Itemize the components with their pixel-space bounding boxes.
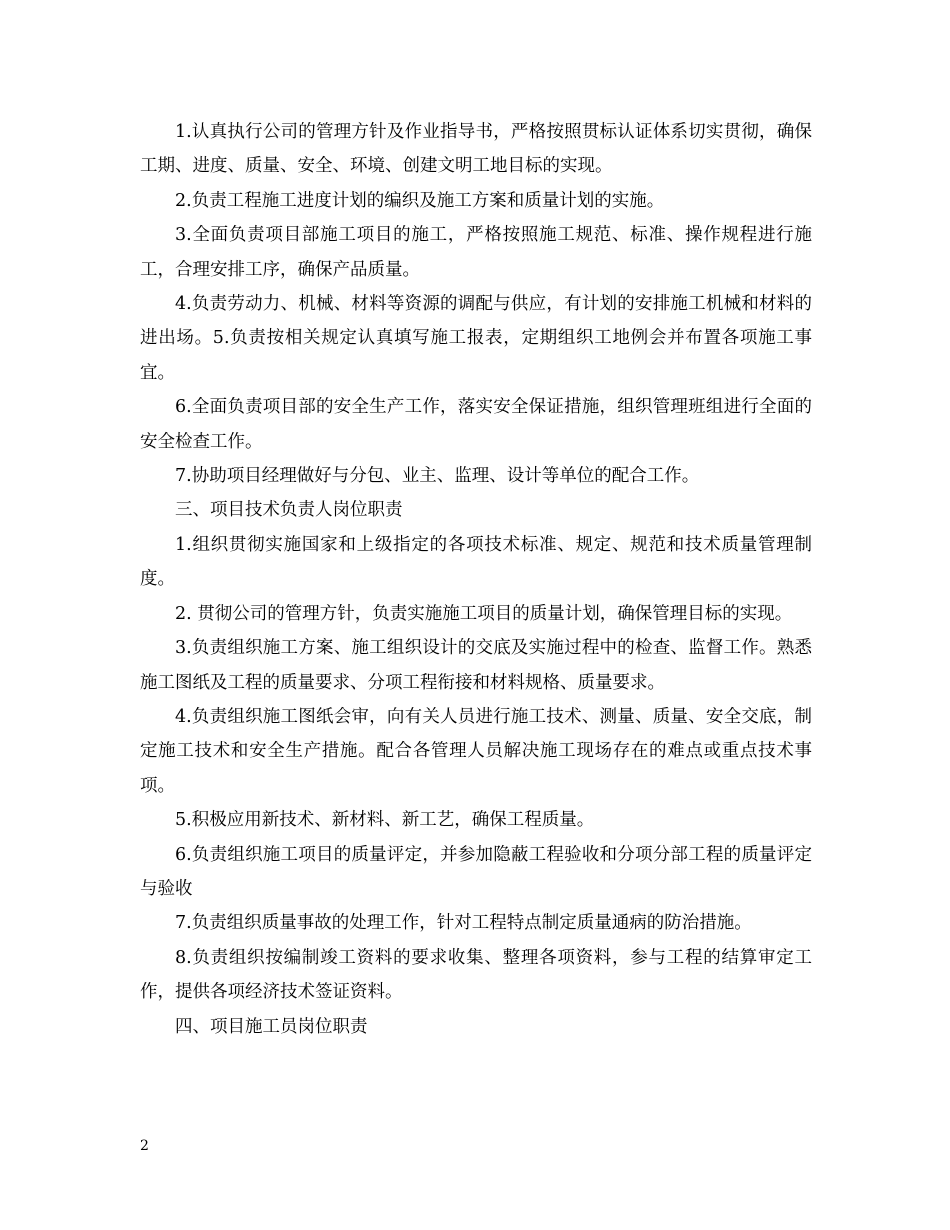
paragraph: 4.负责组织施工图纸会审，向有关人员进行施工技术、测量、质量、安全交底，制定施工技术和安全生产措施。配合各管理人员解决施工现场存在的难点或重点技术事项。 bbox=[140, 706, 812, 796]
paragraph: 2.负责工程施工进度计划的编织及施工方案和质量计划的实施。 bbox=[175, 190, 665, 211]
paragraph: 2. 贯彻公司的管理方针，负责实施施工项目的质量计划，确保管理目标的实现。 bbox=[175, 603, 793, 624]
paragraph: 7.负责组织质量事故的处理工作，针对工程特点制定质量通病的防治措施。 bbox=[175, 913, 752, 934]
document-body bbox=[140, 115, 812, 1044]
section-heading: 三、项目技术负责人岗位职责 bbox=[175, 500, 403, 521]
paragraph: 6.负责组织施工项目的质量评定，并参加隐蔽工程验收和分项分部工程的质量评定与验收 bbox=[140, 844, 812, 899]
paragraph: 4.负责劳动力、机械、材料等资源的调配与供应，有计划的安排施工机械和材料的进出场。5.负责按相关规定认真填写施工报表，定期组织工地例会并布置各项施工事宜。 bbox=[140, 294, 812, 383]
paragraph: 1.组织贯彻实施国家和上级指定的各项技术标准、规定、规范和技术质量管理制度。 bbox=[140, 534, 812, 590]
paragraph: 3.负责组织施工方案、施工组织设计的交底及实施过程中的检查、监督工作。熟悉施工图纸及工程的质量要求、分项工程衔接和材料规格、质量要求。 bbox=[140, 638, 812, 693]
paragraph: 6.全面负责项目部的安全生产工作，落实安全保证措施，组织管理班组进行全面的安全检查工作。 bbox=[140, 397, 812, 452]
paragraph: 7.协助项目经理做好与分包、业主、监理、设计等单位的配合工作。 bbox=[175, 466, 700, 487]
paragraph: 8.负责组织按编制竣工资料的要求收集、整理各项资料，参与工程的结算审定工作，提供各项经济技术签证资料。 bbox=[140, 947, 812, 1003]
section-heading: 四、项目施工员岗位职责 bbox=[175, 1016, 368, 1037]
paragraph: 3.全面负责项目部施工项目的施工，严格按照施工规范、标准、操作规程进行施工，合理安排工序，确保产品质量。 bbox=[140, 225, 812, 280]
page-number: 2 bbox=[140, 1138, 149, 1154]
paragraph: 5.积极应用新技术、新材料、新工艺，确保工程质量。 bbox=[175, 810, 595, 831]
paragraph: 1.认真执行公司的管理方针及作业指导书，严格按照贯标认证体系切实贯彻，确保工期、进度、质量、安全、环境、创建文明工地目标的实现。 bbox=[140, 122, 812, 177]
